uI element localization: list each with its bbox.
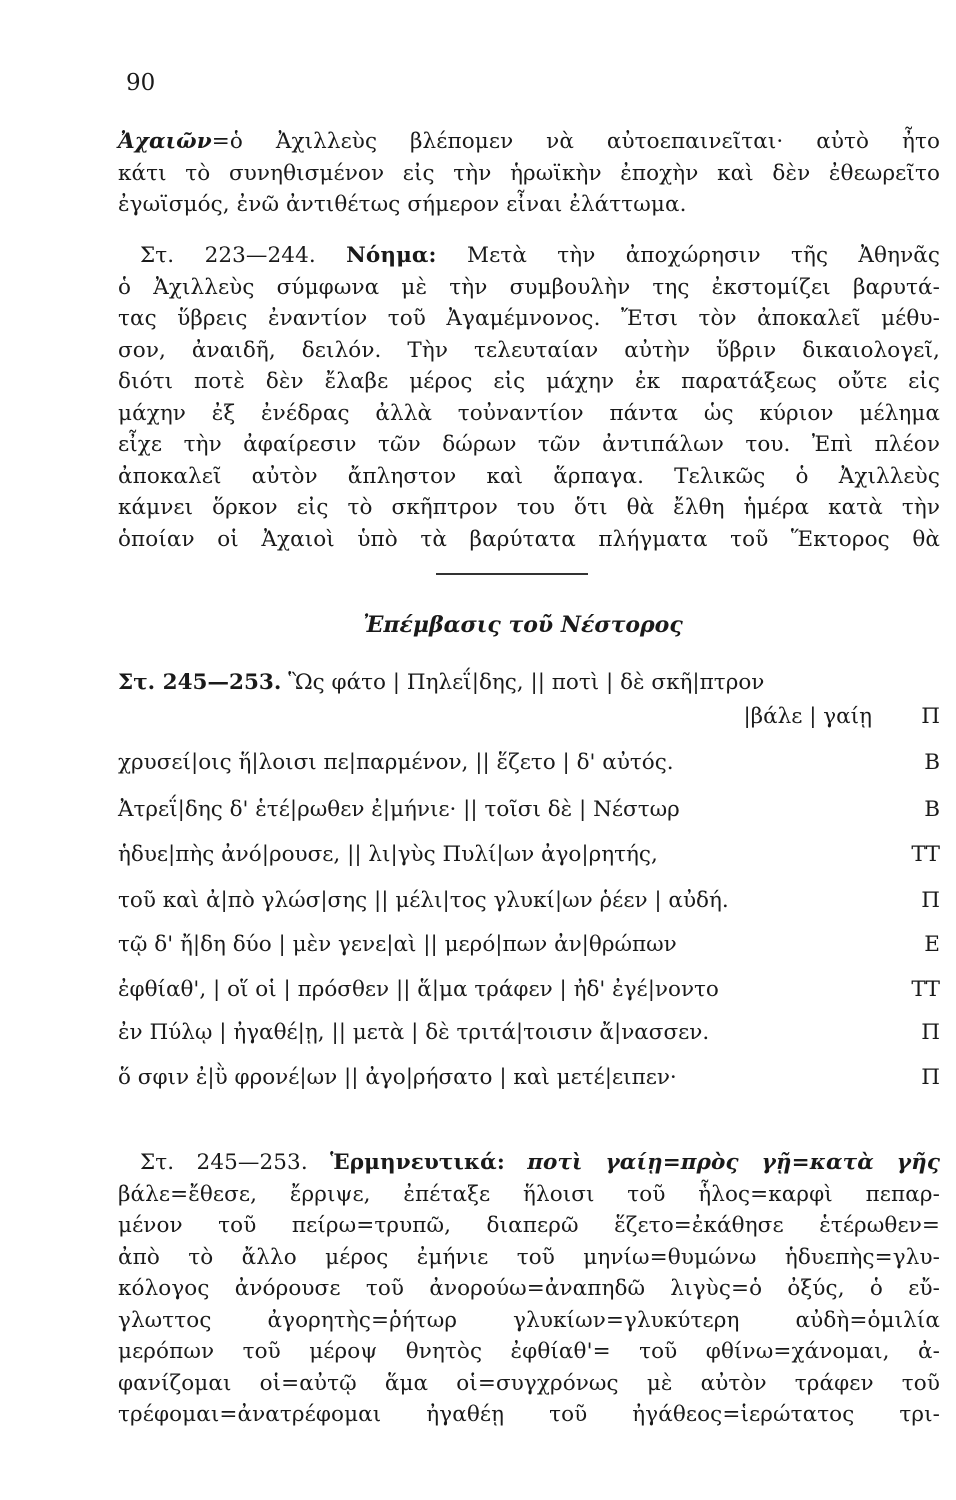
text-line: διότι ποτὲ δὲν ἔλαβε μέρος εἰς μάχην ἐκ παρατάξεως οὔτε εἰς <box>118 369 940 394</box>
meter-mark: Π <box>921 1020 940 1045</box>
text-line: σον, ἀναιδῆ, δειλόν. Τὴν τελευταίαν αὐτὴν ὕβριν δικαιολογεῖ, <box>118 337 940 363</box>
verse-line: |βάλε | γαίῃ Π <box>743 704 940 729</box>
verse-line: ἐφθίαθ', | οἵ οἱ | πρόσθεν || ἅ|μα τράφεν | ἠδ' ἐγέ|νοντο ΤΤ <box>118 977 940 1002</box>
text-line: τας ὕβρεις ἐναντίον τοῦ Ἀγαμέμνονος. Ἔτσι τὸν ἀποκαλεῖ μέθυ- <box>118 306 940 331</box>
meter-mark: ΤΤ <box>911 977 940 1002</box>
verse-line: τοῦ καὶ ἀ|πὸ γλώσ|σης || μέλι|τος γλυκί|ων ῥέεν | αὐδή. Π <box>118 888 940 913</box>
text-line: Στ. 245—253. Ἑρμηνευτικά: ποτὶ γαίῃ=πρὸς γῇ=κατὰ γῆς <box>140 1150 941 1175</box>
verse-line: τῷ δ' ἤ|δη δύο | μὲν γενε|αὶ || μερό|πων ἀν|θρώπων Ε <box>118 932 940 957</box>
text-line: εἶχε τὴν ἀφαίρεσιν τῶν δώρων τῶν ἀντιπάλων του. Ἐπὶ πλέον <box>118 432 940 457</box>
text-line: βάλε=ἔθεσε, ἔρριψε, ἐπέταξε ἥλοισι τοῦ ἧλος=καρφὶ πεπαρ- <box>118 1181 940 1207</box>
text-line: μένον τοῦ πείρω=τρυπῶ, διαπερῶ ἕζετο=ἐκάθησε ἑτέρωθεν= <box>118 1213 940 1238</box>
meter-mark: Π <box>921 1065 940 1090</box>
text-line: κάμνει ὅρκον εἰς τὸ σκῆπτρον του ὅτι θὰ ἔλθη ἡμέρα κατὰ τὴν <box>118 495 940 520</box>
verse-line: ἐν Πύλῳ | ἠγαθέ|ῃ, || μετὰ | δὲ τριτά|τοισιν ἄ|νασσεν. Π <box>118 1020 940 1045</box>
text-line: γλωττος ἀγορητὴς=ῥήτωρ γλυκίων=γλυκύτερη αὐδὴ=ὁμιλία <box>118 1307 940 1333</box>
text-line: μάχην ἐξ ἐνέδρας ἀλλὰ τοὐναντίον πάντα ὡς κύριον μέλημα <box>118 400 940 426</box>
text-line: Στ. 223—244. Νόημα: Μετὰ τὴν ἀποχώρησιν τῆς Ἀθηνᾶς <box>140 243 941 268</box>
verse-reference: Στ. 245—253. <box>140 1150 308 1175</box>
text-line: μερόπων τοῦ μέροψ θνητὸς ἐφθίαθ'= τοῦ φθίνω=χάνομαι, ἀ- <box>118 1339 940 1364</box>
verse-line: ὅ σφιν ἐ|ῢ φρονέ|ων || ἀγο|ρήσατο | καὶ μετέ|ειπεν· Π <box>118 1065 940 1090</box>
verse-line: Στ. 245—253. Ὣς φάτο | Πηλεΐ|δης, || ποτὶ | δὲ σκῆ|πτρον <box>118 670 765 695</box>
text-line: Ἀχαιῶν=ὁ Ἀχιλλεὺς βλέπομεν νὰ αὐτοεπαινεῖται· αὐτὸ ἦτο <box>118 129 940 154</box>
text-line: τρέφομαι=ἀνατρέφομαι ἠγαθέῃ τοῦ ἠγάθεος=ἱερώτατος τρι- <box>118 1402 940 1427</box>
paragraph-summary <box>118 240 940 555</box>
verse-line: χρυσεί|οις ἥ|λοισι πε|παρμένον, || ἕζετο | δ' αὐτός. Β <box>118 750 940 775</box>
text-line: ἐγωϊσμός, ἐνῶ ἀντιθέτως σήμερον εἶναι ἐλάττωμα. <box>118 192 687 217</box>
paragraph-intro <box>118 126 940 221</box>
headword: Ἀχαιῶν <box>118 129 212 154</box>
verse-reference: Στ. 223—244. <box>140 243 316 268</box>
meter-mark: Π <box>921 704 940 729</box>
section-label: Νόημα: <box>346 243 437 268</box>
text-line: φανίζομαι οἱ=αὐτῷ ἅμα οἱ=συγχρόνως μὲ αὐτὸν τράφεν τοῦ <box>118 1370 940 1396</box>
meter-mark: Π <box>921 888 940 913</box>
page-number: 90 <box>126 70 156 96</box>
section-heading: Ἐπέμβασις τοῦ Νέστορος <box>363 612 683 638</box>
text-line: ἀπὸ τὸ ἄλλο μέρος ἐμήνιε τοῦ μηνίω=θυμώνω ἡδυεπὴς=γλυ- <box>118 1244 940 1270</box>
paragraph-glossary <box>118 1147 940 1431</box>
section-divider <box>436 573 588 575</box>
section-label: Ἑρμηνευτικά: <box>330 1150 505 1175</box>
verse-reference: Στ. 245—253. <box>118 670 282 695</box>
meter-mark: Β <box>924 797 940 822</box>
meter-mark: ΤΤ <box>911 842 940 867</box>
text-line: ὁ Ἀχιλλεὺς σύμφωνα μὲ τὴν συμβουλὴν της ἐκστομίζει βαρυτά- <box>118 274 940 300</box>
text-line: κάτι τὸ συνηθισμένον εἰς τὴν ἡρωϊκὴν ἐποχὴν καὶ δὲν ἐθεωρεῖτο <box>118 160 940 186</box>
meter-mark: Β <box>924 750 940 775</box>
verse-line: Ἀτρεΐ|δης δ' ἑτέ|ρωθεν ἐ|μήνιε· || τοῖσι δὲ | Νέστωρ Β <box>118 797 940 822</box>
meter-mark: Ε <box>924 932 940 957</box>
text-line: ὁποίαν οἱ Ἀχαιοὶ ὑπὸ τὰ βαρύτατα πλήγματα τοῦ Ἕκτορος θὰ <box>118 526 940 552</box>
text-line: ἀποκαλεῖ αὐτὸν ἄπληστον καὶ ἅρπαγα. Τελικῶς ὁ Ἀχιλλεὺς <box>118 463 940 489</box>
verse-line: ἡδυε|πὴς ἀνό|ρουσε, || λι|γὺς Πυλί|ων ἀγο|ρητής, ΤΤ <box>118 842 940 867</box>
text-line: κόλογος ἀνόρουσε τοῦ ἀνορούω=ἀναπηδῶ λιγὺς=ὁ ὀξύς, ὁ εὔ- <box>118 1276 940 1301</box>
